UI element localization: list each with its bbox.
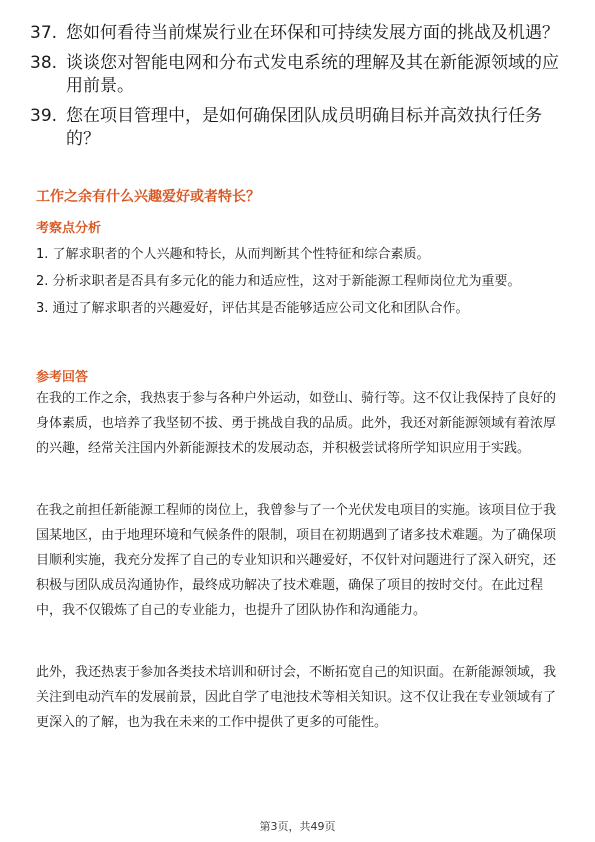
question-text: 您在项目管理中，是如何确保团队成员明确目标并高效执行任务的？: [66, 106, 542, 149]
question-item: [30, 105, 570, 151]
question-number: 37.: [30, 23, 58, 43]
answer-paragraph: 此外，我还热衷于参加各类技术培训和研讨会，不断拓宽自己的知识面。在新能源领域，我关注到电动汽车的发展前景，因此自学了电池技术等相关知识。这不仅让我在专业领域有了更深入的了解，也为我在未来的工作中提供了更多的可能性。: [36, 665, 557, 730]
question-list: [30, 22, 570, 158]
question-number: 38.: [30, 53, 58, 73]
question-item: [30, 22, 570, 45]
question-text: 谈谈您对智能电网和分布式发电系统的理解及其在新能源领域的应用前景。: [66, 53, 559, 96]
answer-paragraph: 在我之前担任新能源工程师的岗位上，我曾参与了一个光伏发电项目的实施。该项目位于我国某地区，由于地理环境和气候条件的限制，项目在初期遇到了诸多技术难题。为了确保项目顺利实施，我充分发挥了自己的专业知识和兴趣爱好，不仅针对问题进行了深入研究，还积极与团队成员沟通协作，最终成功解决了技术难题，确保了项目的按时交付。在此过程中，我不仅锻炼了自己的专业能力，也提升了团队协作和沟通能力。: [36, 503, 557, 618]
analysis-heading: 考察点分析: [36, 221, 102, 236]
question-item: [30, 52, 570, 98]
question-text: 您如何看待当前煤炭行业在环保和可持续发展方面的挑战及机遇？: [66, 23, 559, 43]
answer-heading: 参考回答: [36, 370, 89, 385]
question-number: 39.: [30, 106, 58, 126]
section-title: 工作之余有什么兴趣爱好或者特长？: [36, 189, 260, 205]
analysis-points: [36, 242, 556, 323]
answer-paragraph: 在我的工作之余，我热衷于参与各种户外运动，如登山、骑行等。这不仅让我保持了良好的身体素质，也培养了我坚韧不拔、勇于挑战自我的品质。此外，我还对新能源领域有着浓厚的兴趣，经常关注国内外新能源技术的发展动态，并积极尝试将所学知识应用于实践。: [36, 391, 557, 456]
analysis-point: 2. 分析求职者是否具有多元化的能力和适应性，这对于新能源工程师岗位尤为重要。: [36, 274, 521, 289]
page-footer: 第3页，共49页: [259, 820, 336, 833]
analysis-point: 3. 通过了解求职者的兴趣爱好，评估其是否能够适应公司文化和团队合作。: [36, 301, 469, 316]
analysis-point: 1. 了解求职者的个人兴趣和特长，从而判断其个性特征和综合素质。: [36, 247, 430, 262]
answer-body: [36, 386, 556, 772]
